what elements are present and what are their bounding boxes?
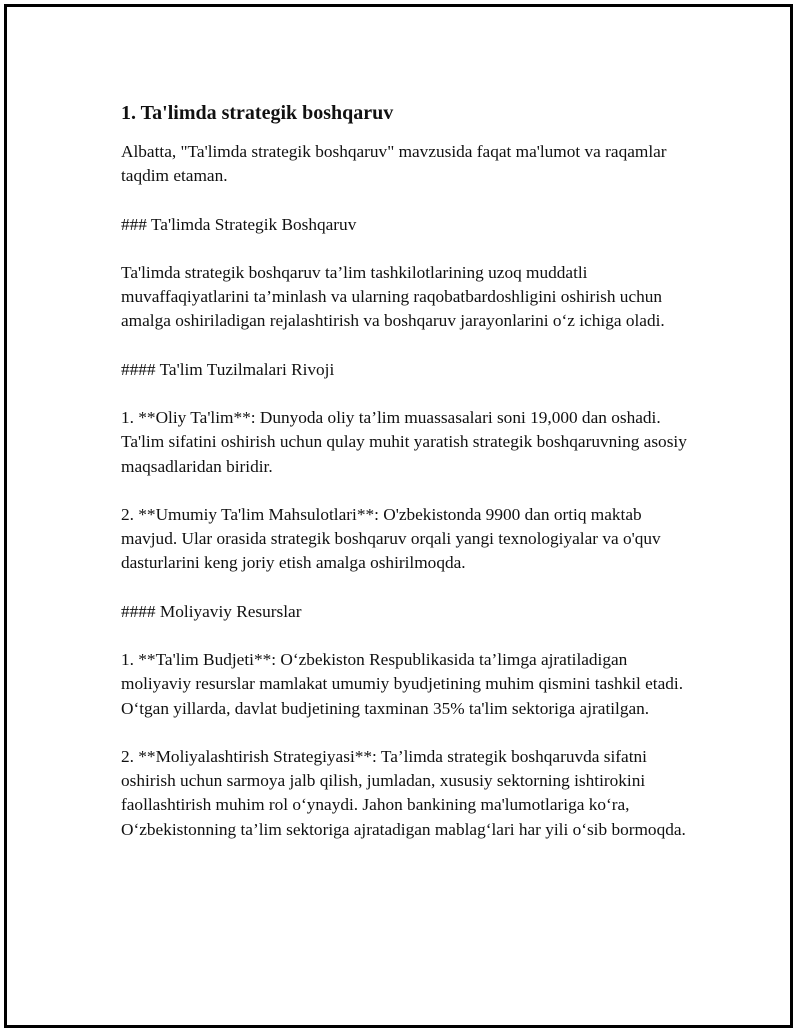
list-item-umumiy-talim: 2. **Umumiy Ta'lim Mahsulotlari**: O'zbekistonda 9900 dan ortiq maktab mavjud. Ular orasida strategik boshqaruv orqali yangi texnologiyalar va o'quv dasturlarini keng joriy etish amalga oshirilmoqda. (121, 504, 661, 573)
document-title: 1. Ta'limda strategik boshqaruv (121, 102, 394, 124)
list-item-talim-budjeti: 1. **Ta'lim Budjeti**: O‘zbekiston Respublikasida ta’limga ajratiladigan moliyaviy resurslar mamlakat umumiy byudjetining muhim qismini tashkil etadi. O‘tgan yillarda, davlat budjetining taxminan 35% ta'lim sektoriga ajratilgan. (121, 650, 684, 718)
list-item-moliyalashtirish: 2. **Moliyalashtirish Strategiyasi**: Ta’limda strategik boshqaruvda sifatni oshirish uchun sarmoya jalb qilish, jumladan, xususiy sektorning ishtirokini faollashtirish muhim rol o‘ynaydi. Jahon bankining ma'lumotlariga ko‘ra, O‘zbekistonning ta’lim sektoriga ajratadigan mablag‘lari har yili o‘sib bormoqda. (121, 746, 686, 839)
section-heading-strategik: ### Ta'limda Strategik Boshqaruv (121, 214, 357, 234)
definition-paragraph: Ta'limda strategik boshqaruv ta’lim tashkilotlarining uzoq muddatli muvaffaqiyatlarini ta’minlash va ularning raqobatbardoshligini oshirish uchun amalga oshiriladigan rejalashtirish va boshqaruv jarayonlarini o‘z ichiga oladi. (121, 262, 665, 331)
page-frame (4, 4, 793, 1028)
intro-paragraph: Albatta, "Ta'limda strategik boshqaruv" mavzusida faqat ma'lumot va raqamlar taqdim etaman. (121, 142, 667, 186)
list-item-oliy-talim: 1. **Oliy Ta'lim**: Dunyoda oliy ta’lim muassasalari soni 19,000 dan oshadi. Ta'lim sifatini oshirish uchun qulay muhit yaratish strategik boshqaruvning asosiy maqsadlaridan biridir. (121, 408, 687, 476)
section-heading-moliyaviy: #### Moliyaviy Resurslar (121, 601, 302, 621)
section-heading-tuzilmalar: #### Ta'lim Tuzilmalari Rivoji (121, 359, 335, 379)
document-body (121, 99, 701, 866)
